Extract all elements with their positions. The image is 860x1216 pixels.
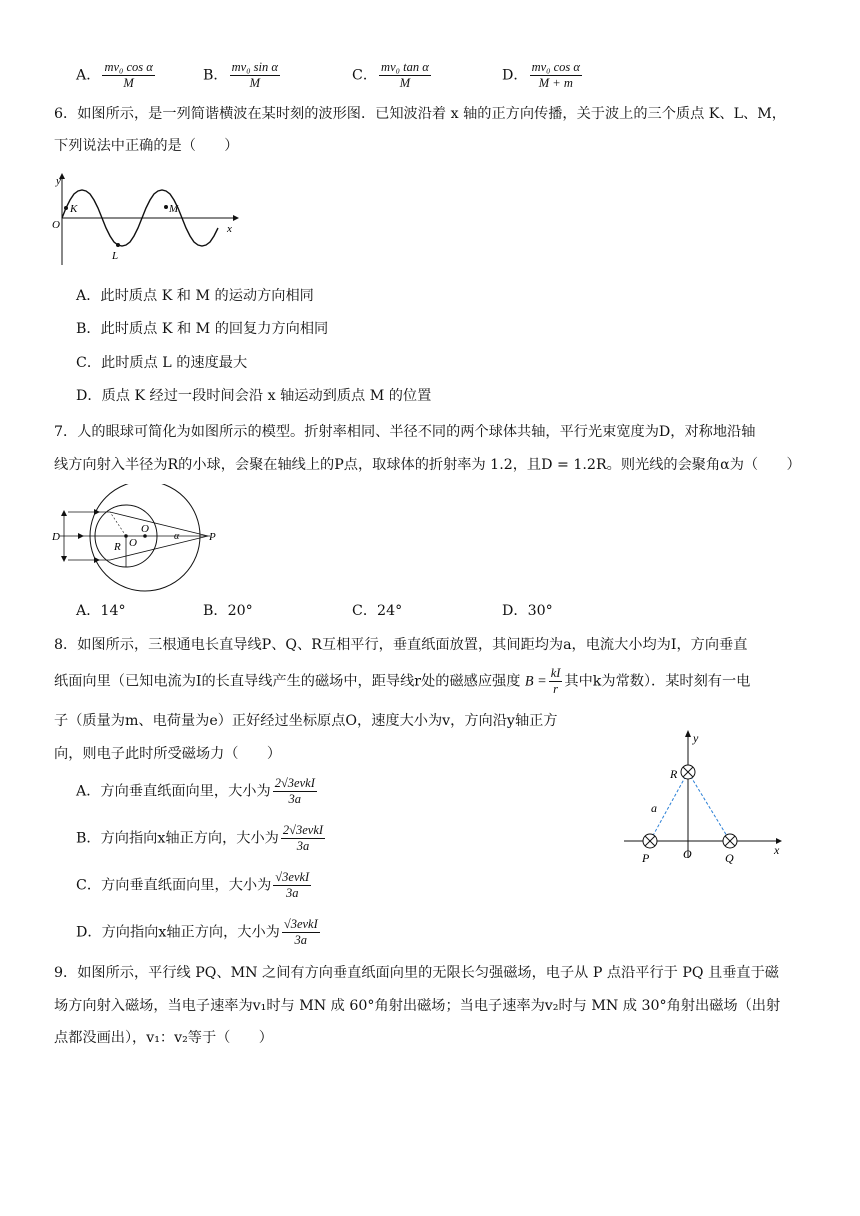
q6-wave-figure (50, 170, 240, 270)
q7-option-b: B．20° (203, 603, 253, 619)
q5-option-a: A． $\frac{\text{mv₀ cos α}}{M}$ (76, 60, 153, 90)
q8-option-c: C．方向垂直纸面向里，大小为 $\frac{\text{√3evkI}}{3a}$ (76, 870, 310, 900)
q7-fig-p: P (209, 531, 216, 543)
q8-fig-o: O (683, 847, 692, 861)
q8-fig-p: P (642, 851, 650, 865)
wire-p-cross-icon (643, 834, 657, 848)
q6-stem-line2: 下列说法中正确的是（ ） (54, 138, 239, 154)
q7-fig-o2: O (141, 523, 149, 535)
q7-option-c: C．24° (352, 603, 403, 619)
q9-stem-line1: 9．如图所示，平行线 PQ、MN 之间有方向垂直纸面向里的无限长匀强磁场，电子从 P 点沿平行于 PQ 且垂直于磁 (54, 965, 779, 981)
q7-option-d: D．30° (502, 603, 553, 619)
q8-wires-figure (618, 728, 788, 868)
q8-option-a: A．方向垂直纸面向里，大小为 $\frac{\text{2√3evkI}}{3a}$ (76, 776, 315, 806)
q6-option-d: D．质点 K 经过一段时间会沿 x 轴运动到质点 M 的位置 (76, 388, 432, 404)
q6-fig-x: x (227, 223, 232, 235)
q5-option-d: D． $\frac{\text{mv₀ cos α}}{M + m}$ (502, 60, 580, 90)
q8-option-b: B．方向指向x轴正方向，大小为 $\frac{\text{2√3evkI}}{3a}$ (76, 823, 324, 853)
q7-fig-r: R (114, 541, 121, 553)
q6-fig-o: O (52, 219, 60, 231)
q6-option-b: B．此时质点 K 和 M 的回复力方向相同 (76, 321, 329, 337)
q8-stem-line3: 子（质量为m、电荷量为e）正好经过坐标原点O，速度大小为v，方向沿y轴正方 (54, 713, 558, 729)
q7-eye-figure (50, 484, 230, 594)
q7-stem-line1: 7．人的眼球可简化为如图所示的模型。折射率相同、半径不同的两个球体共轴，平行光束宽度为D，对称地沿轴 (54, 424, 756, 440)
wire-r-cross-icon (681, 765, 695, 779)
wire-q-cross-icon (723, 834, 737, 848)
q7-fig-alpha: α (174, 531, 180, 542)
q8-fig-x: x (774, 843, 780, 857)
q5-option-c: C． $\frac{\text{mv₀ tan α}}{M}$ (352, 60, 429, 90)
q8-fig-r: R (670, 767, 678, 781)
q8-fig-a: a (651, 801, 657, 815)
q7-stem-line2: 线方向射入半径为R的小球，会聚在轴线上的P点，取球体的折射率为 1.2，且D = 1.2R。则光线的会聚角α为（ ） (54, 457, 801, 473)
q6-fig-m: M (169, 203, 179, 215)
q7-option-a: A．14° (76, 603, 126, 619)
q8-fig-y: y (693, 731, 699, 745)
q8-stem-line2: 纸面向里（已知电流为I的长直导线产生的磁场中，距导线r处的磁感应强度 B = $\frac{kI}{r}$ 其中k为常数）．某时刻有一电 (54, 666, 751, 696)
q7-fig-o1: O (129, 537, 137, 549)
q8-fig-q: Q (725, 851, 734, 865)
q6-stem-line1: 6．如图所示，是一列简谐横波在某时刻的波形图．已知波沿着 x 轴的正方向传播，关于波上的三个质点 K、L、M， (54, 106, 786, 122)
q6-fig-k: K (70, 203, 78, 215)
q9-stem-line3: 点都没画出），v₁：v₂等于（ ） (54, 1030, 273, 1046)
q6-fig-l: L (112, 250, 119, 262)
q7-fig-d: D (52, 531, 60, 543)
q8-option-d: D．方向指向x轴正方向，大小为 $\frac{\text{√3evkI}}{3a}$ (76, 917, 318, 947)
q6-fig-y: y (56, 175, 61, 187)
q6-option-a: A．此时质点 K 和 M 的运动方向相同 (76, 288, 314, 304)
q5-option-b: B． $\frac{\text{mv₀ sin α}}{M}$ (203, 60, 278, 90)
q9-stem-line2: 场方向射入磁场，当电子速率为v₁时与 MN 成 60°角射出磁场；当电子速率为v₂时与 MN 成 30°角射出磁场（出射 (54, 998, 781, 1014)
q8-stem-line4: 向，则电子此时所受磁场力（ ） (54, 746, 282, 762)
q8-stem-line1: 8．如图所示，三根通电长直导线P、Q、R互相平行，垂直纸面放置，其间距均为a，电流大小均为I，方向垂直 (54, 637, 748, 653)
q6-option-c: C．此时质点 L 的速度最大 (76, 355, 248, 371)
